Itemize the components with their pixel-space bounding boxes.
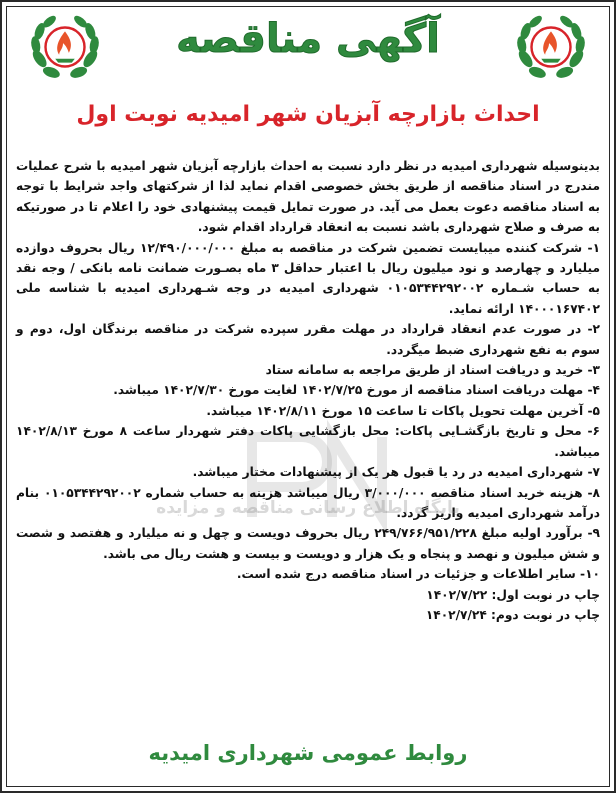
watermark-text: پایگاه اطلاع رسانی مناقصه و مزایده — [156, 498, 460, 518]
notice-subtitle: احداث بازارچه آبزیان شهر امیدیه نوبت اول — [76, 102, 540, 127]
clause-4: ۴- مهلت دریافت اسناد مناقصه از مورخ ۱۴۰۲/۷/۲۵ لغایت مورخ ۱۴۰۲/۷/۳۰ میباشد. — [113, 383, 600, 398]
footer-signature: روابط عمومی شهرداری امیدیه — [148, 741, 468, 765]
clause-3: ۳- خرید و دریافت اسناد از طریق مراجعه به سامانه ستاد — [265, 363, 600, 378]
clause-2: ۲- در صورت عدم انعقاد قرارداد در مهلت مقرر سپرده شرکت در مناقصه برندگان اول، دوم و سوم به نفع شهرداری ضبط میگردد. — [16, 322, 600, 357]
clause-8: ۸- هزینه خرید اسناد مناقصه ۳/۰۰۰/۰۰۰ ریال میباشد هزینه به حساب شماره ۰۱۰۵۳۴۴۲۹۲۰۰۲ بنام درآمد شهرداری امیدیه واریز گردد. — [16, 485, 600, 520]
clause-5: ۵- آخرین مهلت تحویل پاکات تا ساعت ۱۵ مورخ ۱۴۰۲/۸/۱۱ میباشد. — [206, 403, 600, 418]
clause-7: ۷- شهرداری امیدیه در رد یا قبول هر یک از پیشنهادات مختار میباشد. — [192, 465, 600, 480]
print-date-second: چاپ در نوبت دوم: ۱۴۰۲/۷/۲۴ — [425, 607, 600, 622]
clause-6: ۶- محل و تاریخ بازگشـایی پاکات: محل بازگشایی پاکات دفتر شهردار ساعت ۸ مورخ ۱۴۰۲/۸/۱۳ میباشد. — [16, 424, 600, 459]
notice-body — [16, 156, 600, 625]
notice-title: آگهی مناقصه — [176, 16, 440, 62]
clause-9: ۹- برآورد اولیه مبلغ ۲۴۹/۷۶۶/۹۵۱/۲۲۸ ریال بحروف دویست و چهل و نه میلیارد و هفتصد و شصت و شش میلیون و نهصد و پنجاه و یک هزار و دویست و بیست و هشت ریال می باشد. — [16, 526, 600, 561]
clause-1: ۱- شرکت کننده میبایست تضمین شرکت در مناقصه به مبلغ ۱۲/۴۹۰/۰۰۰/۰۰۰ ریال بحروف دوازده میلیارد و چهارصد و نود میلیون ریال با اعتبار حداقل ۳ ماه بصـورت ضمانت نامه بانکی / وجه نقد به حساب شـماره ۰۱۰۵۳۴۴۲۹۲۰۰۲ شهرداری امیدیه در وجه شـهرداری امیدیه با شناسه ملی ۱۴۰۰۰۱۶۷۴۰۲ ارائه نماید. — [16, 240, 601, 316]
print-date-first: چاپ در نوبت اول: ۱۴۰۲/۷/۲۲ — [426, 587, 600, 602]
intro-paragraph: بدینوسیله شهرداری امیدیه در نظر دارد نسبت به احداث بازارچه آبزیان شهر امیدیه با شرح عملیات مندرج در اسناد مناقصه از طریق بخش خصوصی اقدام نماید لذا از شرکتهای واجد شرایط با توجه به اسناد مناقصه دعوت بعمل می آید. در صورت تمایل قیمت پیشنهادی خود را اعلام تا در صورتیکه به صرف و صلاح شهرداری باشد نسبت به انعقاد قرارداد اقدام شود. — [16, 159, 600, 235]
clause-10: ۱۰- سایر اطلاعات و جزئیات در اسناد مناقصه درج شده است. — [236, 567, 600, 582]
